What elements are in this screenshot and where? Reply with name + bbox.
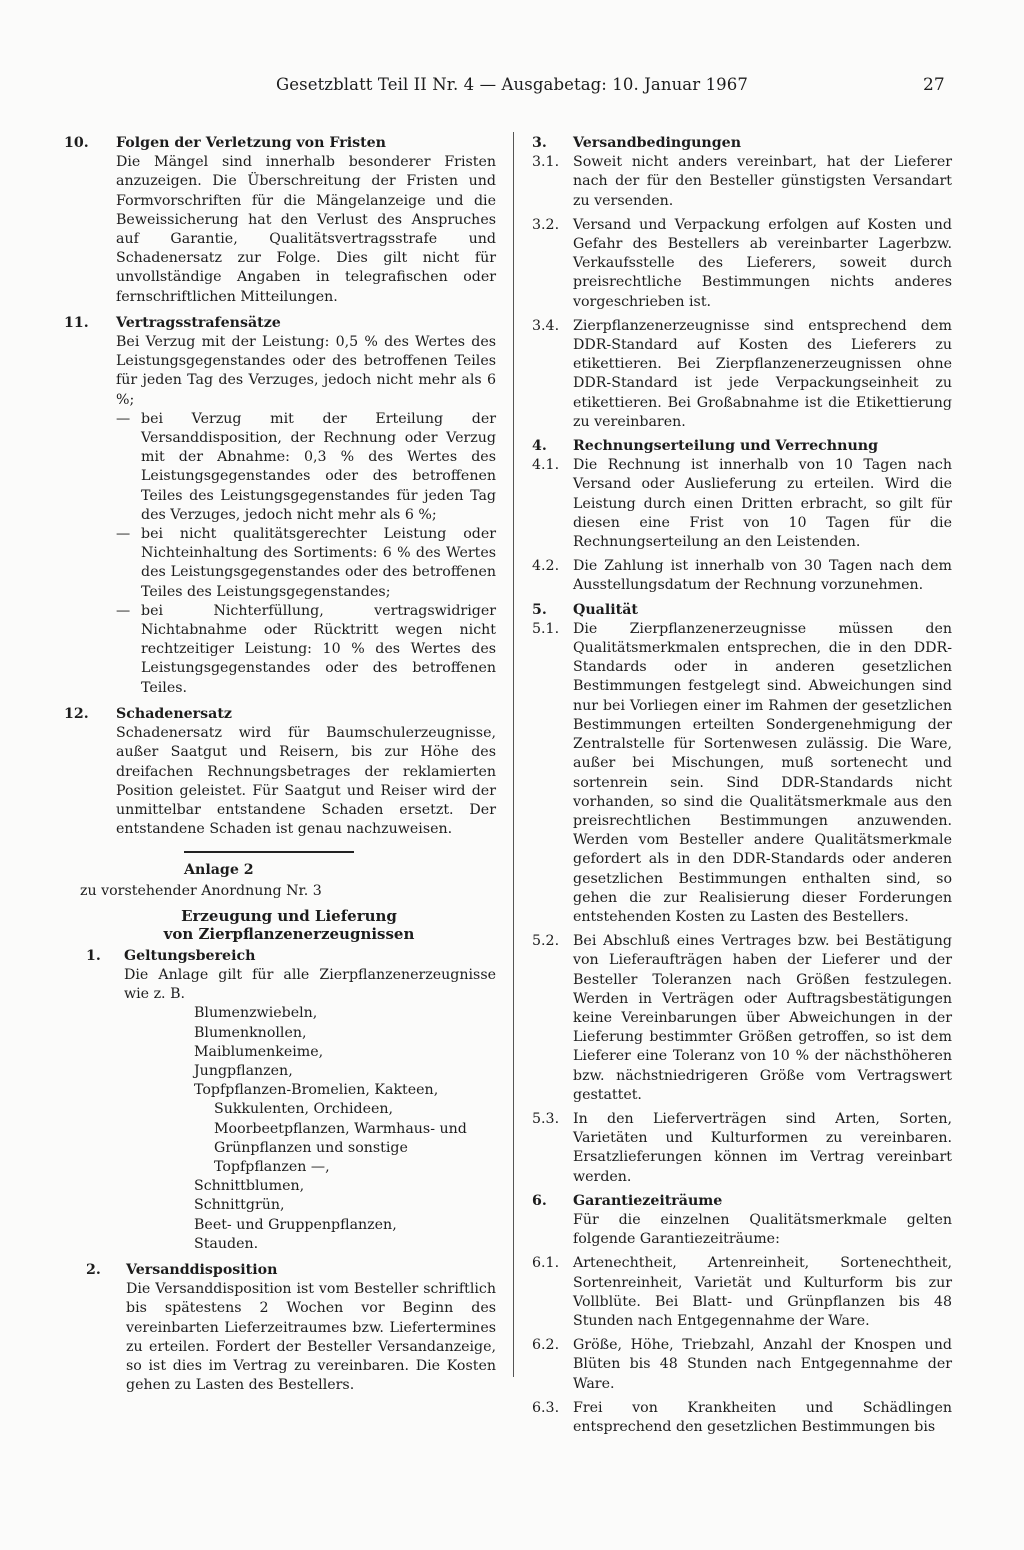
section-intro: Für die einzelnen Qualitätsmerkmale gelten folgende Garantiezeiträume:	[573, 1211, 952, 1248]
subsection-5-2	[532, 932, 952, 1105]
section-11	[64, 314, 496, 698]
subsection-text: Die Zahlung ist innerhalb von 30 Tagen nach dem Ausstellungsdatum der Rechnung vorzunehmen.	[573, 558, 952, 594]
list-item: Stauden.	[194, 1235, 259, 1252]
right-column	[532, 134, 952, 1442]
subsection-text: Bei Abschluß eines Vertrages bzw. bei Bestätigung von Lieferaufträgen haben der Lieferer und der Besteller Toleranzen nach Größen festzulegen. Werden in Verträgen oder Auftragsbestätigungen keine Vereinbarungen über Abweichungen in der Lieferung bestimmter Größen getroffen, so ist dem Lieferer eine Toleranz von 10 % der nächsthöheren bzw. nächstniedrigeren Größe vom Vertragswert gestattet.	[573, 933, 952, 1103]
section-1	[64, 947, 496, 1254]
section-text: Die Versanddisposition ist vom Besteller schriftlich bis spätestens 2 Wochen vor Beginn des vereinbarten Lieferzeitraumes bzw. Liefertermines zu erteilen. Fordert der Besteller Versandanzeige, so ist dies im Vertrag zu vereinbaren. Die Kosten gehen zu Lasten des Bestellers.	[126, 1281, 496, 1394]
subsection-number: 6.3.	[532, 1399, 560, 1416]
horizontal-rule	[184, 851, 354, 853]
section-number: 3.	[532, 135, 547, 151]
subsection-text: In den Lieferverträgen sind Arten, Sorten, Varietäten und Kulturformen zu vereinbaren. Ersatzlieferungen können im Vertrag vereinbart werden.	[573, 1110, 952, 1185]
subsection-5-3	[532, 1110, 952, 1187]
subsection-text: Soweit nicht anders vereinbart, hat der Lieferer nach der für den Besteller günstigsten Versandart zu versenden.	[573, 154, 952, 209]
column-divider	[513, 132, 514, 1377]
subsection-number: 5.1.	[532, 620, 560, 637]
list-item-text: bei Verzug mit der Erteilung der Versanddisposition, der Rechnung oder Verzug mit der Abnahme: 0,3 % des Wertes des Leistungsgegenstandes oder des betroffenen Teiles des Leistungsgegenstandes für jeden Tag des Verzuges, jedoch nicht mehr als 6 %;	[141, 410, 496, 523]
annex-title: Anlage 2	[184, 862, 254, 879]
section-number: 11.	[64, 314, 89, 331]
subsection-text: Frei von Krankheiten und Schädlingen entsprechend den gesetzlichen Bestimmungen bis	[573, 1399, 952, 1435]
section-number: 5.	[532, 601, 547, 618]
subsection-number: 3.4.	[532, 317, 560, 334]
page-header-title: Gesetzblatt Teil II Nr. 4 — Ausgabetag: 10. Januar 1967	[276, 75, 748, 94]
page-number: 27	[923, 75, 945, 95]
section-number: 1.	[86, 947, 101, 964]
plant-list	[194, 1004, 496, 1254]
list-item: Blumenzwiebeln,	[194, 1005, 318, 1022]
section-title: Folgen der Verletzung von Fristen	[116, 135, 386, 151]
subsection-number: 6.1.	[532, 1255, 560, 1272]
section-title: Rechnungserteilung und Verrechnung	[573, 438, 878, 455]
section-text: Bei Verzug mit der Leistung: 0,5 % des Wertes des Leistungsgegenstandes oder des betroffenen Teiles für jeden Tag des Verzuges, jedoch nicht mehr als 6 %;	[116, 334, 496, 408]
list-item	[116, 602, 496, 698]
subsection-4-2	[532, 557, 952, 595]
subsection-3-2	[532, 216, 952, 312]
section-number: 12.	[64, 705, 89, 722]
list-item	[116, 410, 496, 525]
list-item-text: bei Nichterfüllung, vertragswidriger Nichtabnahme oder Rücktritt wegen nicht rechtzeitiger Leistung: 10 % des Wertes des Leistungsgegenstandes oder des betroffenen Teiles.	[141, 602, 496, 696]
subsection-text: Artenechtheit, Artenreinheit, Sortenechtheit, Sortenreinheit, Varietät und Kulturform bis zur Vollblüte. Bei Blatt- und Grünpflanzen bis 48 Stunden nach Entgegennahme der Ware.	[573, 1255, 952, 1329]
subsection-6-2	[532, 1336, 952, 1394]
subsection-number: 4.2.	[532, 558, 560, 575]
list-item: Blumenknollen,	[194, 1024, 307, 1041]
section-title: Geltungsbereich	[124, 947, 256, 964]
section-text: Schadenersatz wird für Baumschulerzeugnisse, außer Saatgut und Reisern, bis zur Höhe des dreifachen Rechnungsbetrages der reklamierten Position geleistet. Für Saatgut und Reiser wird der unmittelbar entstandene Schaden ersetzt. Der entstandene Schaden ist genau nachzuweisen.	[116, 725, 496, 838]
subsection-text: Die Zierpflanzenerzeugnisse müssen den Qualitätsmerkmalen entsprechen, die in den DDR-Standards oder in anderen gesetzlichen Bestimmungen festgelegt sind. Abweichungen sind nur bei Vorliegen einer im Rahmen der gesetzlichen Bestimmungen erteilten Sondergenehmigung der Zentralstelle für Sortenwesen zulässig. Die Ware, außer bei Mischungen, muß sortenecht und sortenrein sein. Sind DDR-Standards nicht vorhanden, so sind die Qualitätsmerkmale aus den preisrechtlichen Bestimmungen anzuwenden. Werden vom Besteller andere Qualitätsmerkmale gefordert als in den DDR-Standards oder anderen gesetzlichen Bestimmungen enthalten sind, so gehen die zur Realisierung dieser Forderungen entstehenden Kosten zu Lasten des Bestellers.	[573, 620, 952, 925]
subsection-text: Zierpflanzenerzeugnisse sind entsprechend dem DDR-Standard auf Kosten des Lieferers zu etikettieren. Bei Zierpflanzenerzeugnissen ohne DDR-Standard ist jede Verpackungseinheit zu etikettieren. Bei Großabnahme ist die Etikettierung zu vereinbaren.	[573, 317, 952, 430]
subsection-text: Versand und Verpackung erfolgen auf Kosten und Gefahr des Bestellers ab vereinbarter Lagerbzw. Verkaufsstelle des Lieferers, soweit durch preisrechtliche Bestimmungen nichts anderes vorgeschrieben ist.	[573, 216, 952, 310]
section-title: Garantiezeiträume	[573, 1192, 723, 1209]
subsection-5-1	[532, 620, 952, 927]
section-title: Versandbedingungen	[573, 135, 742, 151]
dash-bullet: —	[116, 526, 131, 543]
annex-heading	[124, 907, 454, 943]
annex-heading-line: Erzeugung und Lieferung	[181, 906, 397, 925]
dash-bullet: —	[116, 602, 131, 619]
section-number: 2.	[86, 1261, 101, 1278]
subsection-number: 5.3.	[532, 1110, 560, 1127]
subsection-number: 4.1.	[532, 457, 560, 474]
annex-heading-line: von Zierpflanzenerzeugnissen	[163, 924, 415, 943]
subsection-number: 6.2.	[532, 1337, 560, 1354]
list-item	[116, 525, 496, 602]
subsection-3-4	[532, 317, 952, 432]
subsection-text: Die Rechnung ist innerhalb von 10 Tagen nach Versand oder Auslieferung zu erteilen. Wird die Leistung durch einen Dritten erbracht, so gilt für diesen eine Frist von 10 Tagen für die Rechnungserteilung an den Leistenden.	[573, 457, 952, 551]
section-12	[64, 705, 496, 839]
annex-subtitle: zu vorstehender Anordnung Nr. 3	[80, 882, 322, 899]
section-3	[532, 134, 952, 432]
section-title: Versanddisposition	[126, 1261, 278, 1278]
list-item: Schnittblumen,	[194, 1178, 305, 1195]
subsection-number: 5.2.	[532, 933, 560, 950]
list-item: Sukkulenten, Orchideen, Moorbeetpflanzen, Warmhaus- und Grünpflanzen und sonstige Topfpflanzen —,	[214, 1101, 467, 1175]
section-2	[64, 1261, 496, 1395]
section-10	[64, 134, 496, 307]
list-item: Beet- und Gruppenpflanzen,	[194, 1216, 397, 1233]
list-item-text: bei nicht qualitätsgerechter Leistung oder Nichteinhaltung des Sortiments: 6 % des Wertes des Leistungsgegenstandes oder des betroffenen Teiles des Leistungsgegenstandes;	[141, 526, 496, 600]
subsection-4-1	[532, 456, 952, 552]
subsection-number: 3.2.	[532, 216, 560, 233]
subsection-6-1	[532, 1254, 952, 1331]
section-5	[532, 601, 952, 1187]
dash-bullet: —	[116, 410, 131, 427]
list-item: Jungpflanzen,	[194, 1062, 293, 1079]
list-item: Schnittgrün,	[194, 1197, 285, 1214]
section-6	[532, 1192, 952, 1437]
subsection-number: 3.1.	[532, 154, 560, 171]
list-item: Topfpflanzen-Bromelien, Kakteen,	[194, 1082, 439, 1099]
subsection-3-1	[532, 153, 952, 211]
section-number: 6.	[532, 1192, 547, 1209]
left-column	[64, 134, 496, 1402]
section-title: Schadenersatz	[116, 705, 232, 722]
section-title: Qualität	[573, 601, 638, 618]
section-title: Vertragsstrafensätze	[116, 314, 281, 331]
section-text: Die Anlage gilt für alle Zierpflanzenerzeugnisse wie z. B.	[124, 966, 496, 1003]
subsection-text: Größe, Höhe, Triebzahl, Anzahl der Knospen und Blüten bis 48 Stunden nach Entgegennahme der Ware.	[573, 1337, 952, 1392]
section-text: Die Mängel sind innerhalb besonderer Fristen anzuzeigen. Die Überschreitung der Fristen und Formvorschriften für die Mängelanzeige und die Beweissicherung hat den Verlust des Anspruches auf Garantie, Qualitätsvertragsstrafe und Schadenersatz zur Folge. Dies gilt nicht für unvollständige Angaben in telegrafischen oder fernschriftlichen Mitteilungen.	[116, 154, 496, 305]
section-number: 4.	[532, 438, 547, 455]
list-item: Maiblumenkeime,	[194, 1043, 324, 1060]
subsection-6-3	[532, 1399, 952, 1437]
section-4	[532, 437, 952, 596]
section-number: 10.	[64, 135, 89, 151]
